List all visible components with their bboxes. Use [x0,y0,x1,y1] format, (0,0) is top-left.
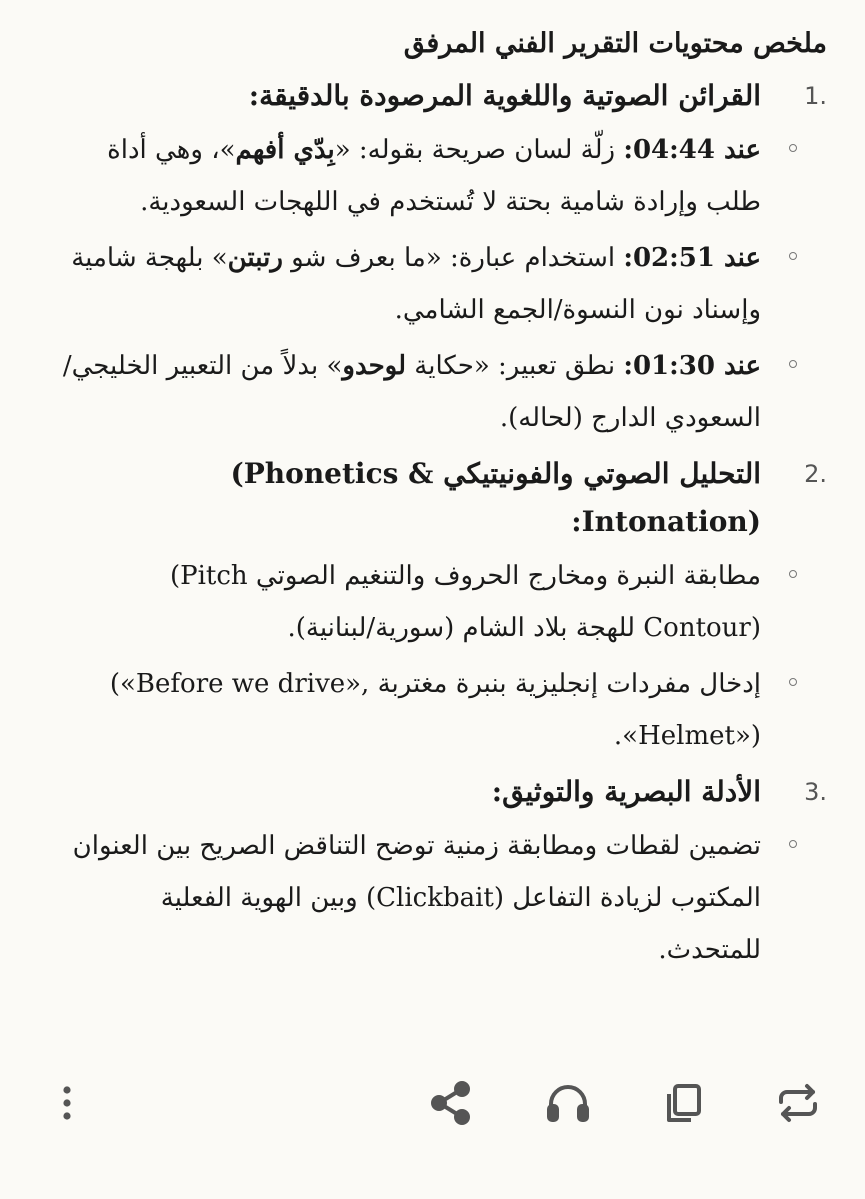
bullet-list [60,550,827,762]
bullet-icon [789,678,797,686]
response-action-toolbar [0,1070,865,1134]
section-heading: القرائن الصوتية واللغوية المرصودة بالدقيقة: [248,79,761,112]
section-1-header [60,72,827,120]
section-3 [60,768,827,976]
bullet-text: وبين الهوية الفعلية للمتحدث. [160,883,761,965]
bullet-icon [789,144,797,152]
section-heading: الأدلة البصرية والتوثيق: [491,775,761,808]
list-item [60,124,761,228]
section-3-header [60,768,827,816]
timestamp-label: عند 02:51: [623,243,761,273]
list-item [60,658,761,762]
bullet-text: »، وهي أداة طلب وإرادة شامية بحتة لا تُستخدم في اللهجات السعودية. [107,135,761,217]
bullet-list [60,124,827,444]
section-2 [60,450,827,762]
list-item [60,340,761,444]
quoted-phrase: رتبتن [227,243,283,273]
english-term: («Before we drive», «Helmet») [109,669,761,751]
bullet-text: زلّة لسان صريحة بقوله: « [334,135,624,165]
bullet-text: » بدلاً من التعبير الخليجي/السعودي الدارج (لحاله). [62,351,761,433]
section-number: 1. [804,82,827,110]
heading-colon: : [571,505,582,538]
bullet-text: نطق تعبير: «حكاية [406,351,624,381]
regenerate-icon[interactable] [773,1078,823,1128]
more-icon[interactable] [42,1078,92,1128]
section-2-header [60,450,827,546]
list-item [60,550,761,654]
bullet-text: . [613,721,623,751]
copy-icon[interactable] [658,1078,708,1128]
share-icon[interactable] [426,1078,476,1128]
bullet-text: للهجة بلاد الشام (سورية/لبنانية). [287,613,644,643]
bullet-icon [789,570,797,578]
bullet-icon [789,252,797,260]
quoted-phrase: بِدّي أفهم [235,135,335,165]
timestamp-label: عند 04:44: [623,135,761,165]
bullet-icon [789,840,797,848]
timestamp-label: عند 01:30: [623,351,761,381]
section-number: 2. [804,460,827,488]
bullet-text: مطابقة النبرة ومخارج الحروف والتنغيم الصوتي [247,561,761,591]
bullet-list [60,820,827,976]
report-summary [60,22,827,980]
quoted-phrase: لوحدو [342,351,407,381]
section-1 [60,72,827,444]
heading-english: (Phonetics & Intonation) [230,457,761,538]
heading-arabic: التحليل الصوتي والفونيتيكي [433,457,761,490]
headphones-icon[interactable] [543,1078,593,1128]
list-item [60,232,761,336]
english-term: (Clickbait) [365,883,505,913]
bullet-text: استخدام عبارة: «ما بعرف شو [282,243,624,273]
page-title: ملخص محتويات التقرير الفني المرفق [403,28,827,59]
english-term: (Pitch Contour) [169,561,761,643]
bullet-icon [789,360,797,368]
section-number: 3. [804,778,827,806]
bullet-text: تضمين لقطات ومطابقة زمنية توضح التناقض الصريح بين العنوان المكتوب لزيادة التفاعل [72,831,761,913]
section-heading [60,450,761,546]
bullet-text: إدخال مفردات إنجليزية بنبرة مغتربة [369,669,761,699]
bullet-text: » بلهجة شامية وإسناد نون النسوة/الجمع الشامي. [71,243,761,325]
list-item [60,820,761,976]
